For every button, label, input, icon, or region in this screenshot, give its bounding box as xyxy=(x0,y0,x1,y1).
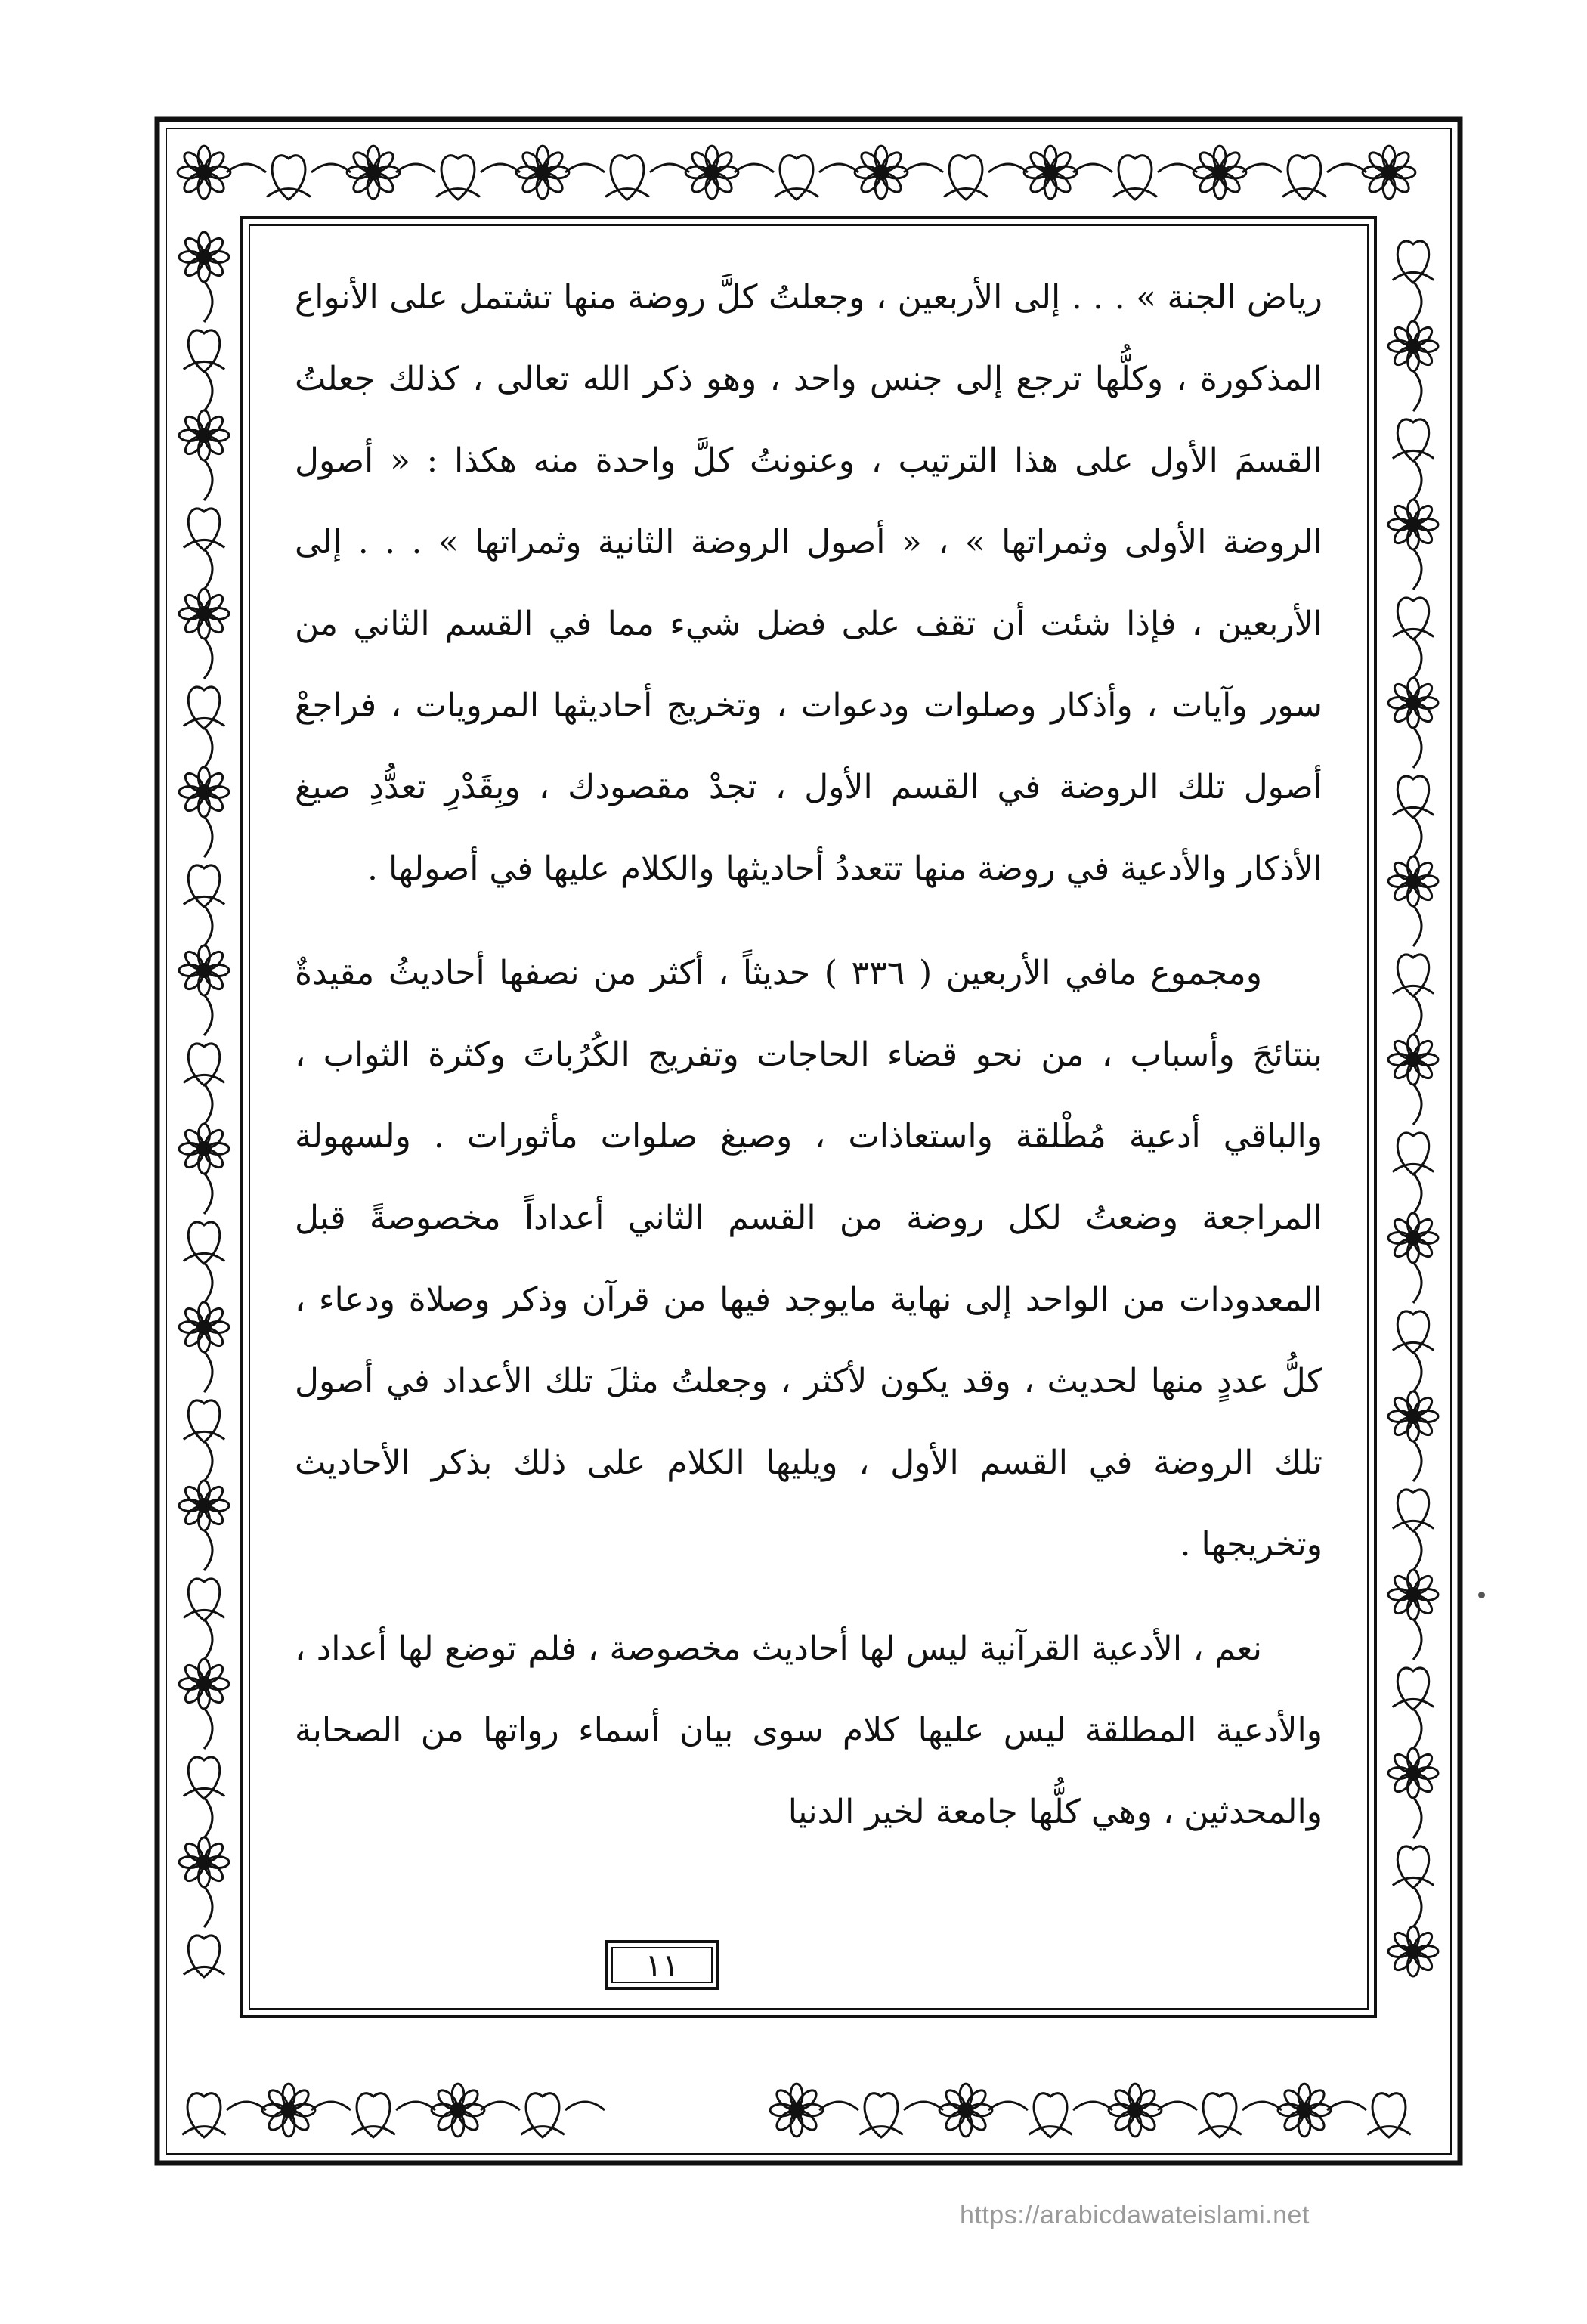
vine-stroke xyxy=(1158,2102,1197,2110)
tulip-icon xyxy=(184,1222,224,1264)
vine-stroke xyxy=(1073,2102,1112,2110)
rosette-icon xyxy=(1388,856,1438,906)
vine-stroke xyxy=(1413,1441,1421,1481)
vine-stroke xyxy=(1413,995,1421,1035)
tulip-icon xyxy=(521,2093,565,2137)
rosette-icon xyxy=(1388,1035,1438,1085)
vine-stroke xyxy=(204,1084,212,1125)
rosette-icon xyxy=(1388,678,1438,728)
rosette-icon xyxy=(516,146,569,199)
vine-stroke xyxy=(1413,1619,1421,1660)
tulip-icon xyxy=(1393,1311,1434,1353)
vine-stroke xyxy=(819,164,858,172)
tulip-icon xyxy=(184,1044,224,1085)
vine-stroke xyxy=(204,727,212,768)
rosette-icon xyxy=(685,146,738,199)
tulip-icon xyxy=(184,1936,224,1977)
tulip-icon xyxy=(1113,156,1157,200)
rosette-icon xyxy=(1388,1391,1438,1441)
vine-stroke xyxy=(904,164,943,172)
vine-stroke xyxy=(1413,638,1421,679)
page-number xyxy=(605,1940,719,1990)
tulip-icon xyxy=(1393,1668,1434,1710)
rosette-icon xyxy=(179,232,229,282)
tulip-icon xyxy=(605,156,649,200)
vine-stroke xyxy=(735,164,774,172)
vine-stroke xyxy=(204,1441,212,1481)
vine-stroke xyxy=(227,164,266,172)
tulip-icon xyxy=(1367,2093,1411,2137)
vine-stroke xyxy=(1413,1886,1421,1927)
paragraph-1: رياض الجنة » . . . إلى الأربعين ، وجعلتُ كلَّ روضة منها تشتمل على الأنواع المذكورة ، وكلُّها ترجع إلى جنس واحد ، وهو ذكر الله تعالى ، كذلك جعلتُ القسمَ الأول على هذا الترتيب ، وعنونتُ كلَّ واحدة منه هكذا : « أصول الروضة الأولى وثمراتها » ، « أصول الروضة الثانية وثمراتها » . . . إلى الأربعين ، فإذا شئت أن تقف على فضل شيء مما في القسم الثاني من سور وآيات ، وأذكار وصلوات ودعوات ، وتخريج أحاديثها المرويات ، فراجعْ أصول تلك الروضة في القسم الأول ، تجدْ مقصودك ، وبِقَدْرِ تعدُّدِ صيغ الأذكار والأدعية في روضة منها تتعددُ أحاديثها والكلام عليها في أصولها . xyxy=(295,278,1322,888)
tulip-icon xyxy=(1393,1133,1434,1174)
vine-stroke xyxy=(204,370,212,411)
rosette-icon xyxy=(1388,500,1438,549)
vine-stroke xyxy=(1413,1173,1421,1214)
tulip-icon xyxy=(859,2093,903,2137)
rosette-icon xyxy=(262,2084,315,2137)
vine-stroke xyxy=(565,164,605,172)
vine-stroke xyxy=(204,1351,212,1392)
vine-stroke xyxy=(1413,905,1421,946)
vine-stroke xyxy=(204,1797,212,1838)
vine-stroke xyxy=(204,816,212,857)
tulip-icon xyxy=(1393,241,1434,283)
rosette-icon xyxy=(179,1481,229,1530)
tulip-icon xyxy=(944,156,988,200)
vine-stroke xyxy=(565,2102,605,2110)
vine-stroke xyxy=(1158,164,1197,172)
vine-stroke xyxy=(819,2102,858,2110)
vine-stroke xyxy=(1413,549,1421,590)
stray-dot xyxy=(1478,1592,1485,1598)
vine-stroke xyxy=(1327,164,1366,172)
rosette-icon xyxy=(1278,2084,1331,2137)
vine-stroke xyxy=(396,2102,435,2110)
vine-stroke xyxy=(1413,727,1421,768)
rosette-icon xyxy=(179,767,229,817)
vine-stroke xyxy=(988,2102,1028,2110)
vine-stroke xyxy=(650,164,689,172)
vine-stroke xyxy=(1413,1530,1421,1570)
vine-stroke xyxy=(311,164,351,172)
vine-stroke xyxy=(204,460,212,500)
rosette-icon xyxy=(347,146,400,199)
rosette-icon xyxy=(1388,321,1438,371)
tulip-icon xyxy=(184,687,224,729)
tulip-icon xyxy=(184,330,224,372)
tulip-icon xyxy=(1198,2093,1242,2137)
vine-stroke xyxy=(204,1886,212,1927)
vine-stroke xyxy=(1413,460,1421,500)
rosette-icon xyxy=(1388,1748,1438,1798)
vine-stroke xyxy=(204,549,212,590)
vine-stroke xyxy=(1413,1797,1421,1838)
vine-stroke xyxy=(1413,1351,1421,1392)
rosette-icon xyxy=(179,1124,229,1174)
rosette-icon xyxy=(1193,146,1246,199)
tulip-icon xyxy=(267,156,311,200)
rosette-icon xyxy=(179,589,229,639)
vine-stroke xyxy=(1073,164,1112,172)
vine-stroke xyxy=(1413,1084,1421,1125)
rosette-icon xyxy=(1388,1213,1438,1263)
rosette-icon xyxy=(770,2084,823,2137)
vine-stroke xyxy=(204,1708,212,1749)
tulip-icon xyxy=(182,2093,226,2137)
main-text-area xyxy=(249,227,1368,2010)
rosette-icon xyxy=(1024,146,1077,199)
rosette-icon xyxy=(939,2084,992,2137)
tulip-icon xyxy=(1282,156,1326,200)
paragraph-2: ومجموع مافي الأربعين ( ٣٣٦ ) حديثاً ، أكثر من نصفها أحاديثُ مقيدةٌ بنتائجَ وأسباب ، من نحو قضاء الحاجات وتفريج الكُرُباتَ وكثرة الثواب ، والباقي أدعية مُطْلقة واستعاذات ، وصيغ صلوات مأثورات . ولسهولة المراجعة وضعتُ لكل روضة من القسم الثاني أعداداً مخصوصةً قبل المعدودات من الواحد إلى نهاية مايوجد فيها من قرآن وذكر وصلاة ودعاء ، كلُّ عددٍ منها لحديث ، وقد يكون لأكثر ، وجعلتُ مثلَ تلك الأعداد في أصول تلك الروضة في القسم الأول ، ويليها الكلام على ذلك بذكر الأحاديث وتخريجها . xyxy=(295,954,1323,1564)
tulip-icon xyxy=(1393,776,1434,818)
vine-stroke xyxy=(204,1262,212,1303)
vine-stroke xyxy=(204,995,212,1035)
tulip-icon xyxy=(1393,419,1434,461)
tulip-icon xyxy=(1393,955,1434,996)
vine-stroke xyxy=(227,2102,266,2110)
tulip-icon xyxy=(184,865,224,907)
vine-stroke xyxy=(204,281,212,322)
vine-stroke xyxy=(204,1530,212,1570)
paragraph-3: نعم ، الأدعية القرآنية ليس لها أحاديث مخصوصة ، فلم توضع لها أعداد ، والأدعية المطلقة ليس عليها كلام سوى بيان أسماء رواتها من الصحابة والمحدثين ، وهي كلُّها جامعة لخير الدنيا xyxy=(295,1629,1323,1831)
rosette-icon xyxy=(179,945,229,995)
tulip-icon xyxy=(1393,1490,1434,1531)
vine-stroke xyxy=(1327,2102,1366,2110)
vine-stroke xyxy=(204,905,212,946)
watermark-url: https://arabicdawateislami.net xyxy=(960,2201,1310,2230)
tulip-icon xyxy=(184,1757,224,1799)
rosette-icon xyxy=(179,1659,229,1709)
vine-stroke xyxy=(396,164,435,172)
vine-stroke xyxy=(1413,1708,1421,1749)
tulip-icon xyxy=(1393,1846,1434,1888)
vine-stroke xyxy=(1413,816,1421,857)
tulip-icon xyxy=(775,156,818,200)
rosette-icon xyxy=(179,1302,229,1352)
vine-stroke xyxy=(1242,2102,1282,2110)
vine-stroke xyxy=(1413,370,1421,411)
rosette-icon xyxy=(179,1837,229,1887)
page-number-text: ١١ xyxy=(645,1946,679,1984)
vine-stroke xyxy=(904,2102,943,2110)
rosette-icon xyxy=(1363,146,1415,199)
rosette-icon xyxy=(179,410,229,460)
rosette-icon xyxy=(1109,2084,1162,2137)
tulip-icon xyxy=(184,1400,224,1442)
vine-stroke xyxy=(1413,1262,1421,1303)
rosette-icon xyxy=(1388,1926,1438,1976)
vine-stroke xyxy=(481,2102,520,2110)
tulip-icon xyxy=(1393,598,1434,639)
vine-stroke xyxy=(988,164,1028,172)
vine-stroke xyxy=(1413,281,1421,322)
tulip-icon xyxy=(1029,2093,1072,2137)
rosette-icon xyxy=(432,2084,484,2137)
vine-stroke xyxy=(204,1173,212,1214)
vine-stroke xyxy=(311,2102,351,2110)
vine-stroke xyxy=(204,1619,212,1660)
tulip-icon xyxy=(351,2093,395,2137)
rosette-icon xyxy=(178,146,230,199)
vine-stroke xyxy=(481,164,520,172)
ornamental-border-frame xyxy=(151,113,1466,2169)
tulip-icon xyxy=(184,1579,224,1620)
vine-stroke xyxy=(204,638,212,679)
rosette-icon xyxy=(1388,1570,1438,1620)
vine-stroke xyxy=(1242,164,1282,172)
rosette-icon xyxy=(855,146,908,199)
tulip-icon xyxy=(184,509,224,550)
tulip-icon xyxy=(436,156,480,200)
